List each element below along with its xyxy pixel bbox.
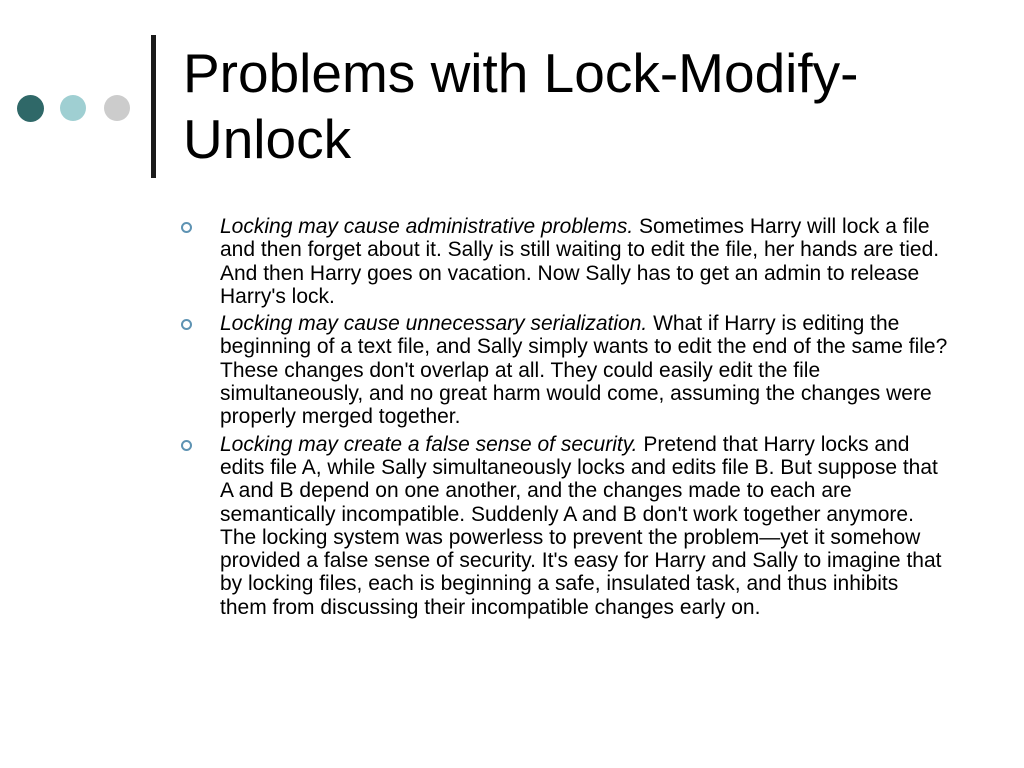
- bullet-lead: Locking may create a false sense of security.: [220, 432, 644, 456]
- bullet-circle-icon: [181, 319, 192, 330]
- bullet-lead: Locking may cause administrative problems.: [220, 215, 640, 238]
- bullet-lead: Locking may cause unnecessary serialization.: [220, 312, 654, 336]
- bullet-text: Sometimes Harry will lock a file and then forget about it. Sally is still waiting to edit the file, her hands are tied. And then Harry goes on vacation. Now Sally has to get an admin to release Harry's lock.: [220, 215, 940, 308]
- bullet-circle-icon: [181, 222, 192, 233]
- decorative-dot-light: [60, 95, 86, 121]
- bullet-item: [180, 433, 950, 619]
- bullet-item: [180, 215, 950, 308]
- decorative-dot-gray: [104, 95, 130, 121]
- slide-title: Problems with Lock-Modify-Unlock: [183, 42, 859, 170]
- bullet-text: Pretend that Harry locks and edits file A, while Sally simultaneously locks and edits file B. But suppose that A and B depend on one another, and the changes made to each are semantically incompatible. Suddenly A and B don't work together anymore. The locking system was powerless to prevent the problem—yet it somehow provided a false sense of security. It's easy for Harry and Sally to imagine that by locking files, each is beginning a safe, insulated task, and thus inhibits them from discussing their incompatible changes early on.: [220, 432, 942, 619]
- bullet-text: What if Harry is editing the beginning of a text file, and Sally simply wants to edit the end of the same file? These changes don't overlap at all. They could easily edit the file simultaneously, and no great harm would come, assuming the changes were properly merged together.: [220, 312, 948, 429]
- decorative-dot-dark: [17, 95, 44, 122]
- bullet-item: [180, 312, 950, 428]
- bullet-list: [180, 215, 950, 623]
- title-divider: [151, 35, 156, 178]
- bullet-circle-icon: [181, 440, 192, 451]
